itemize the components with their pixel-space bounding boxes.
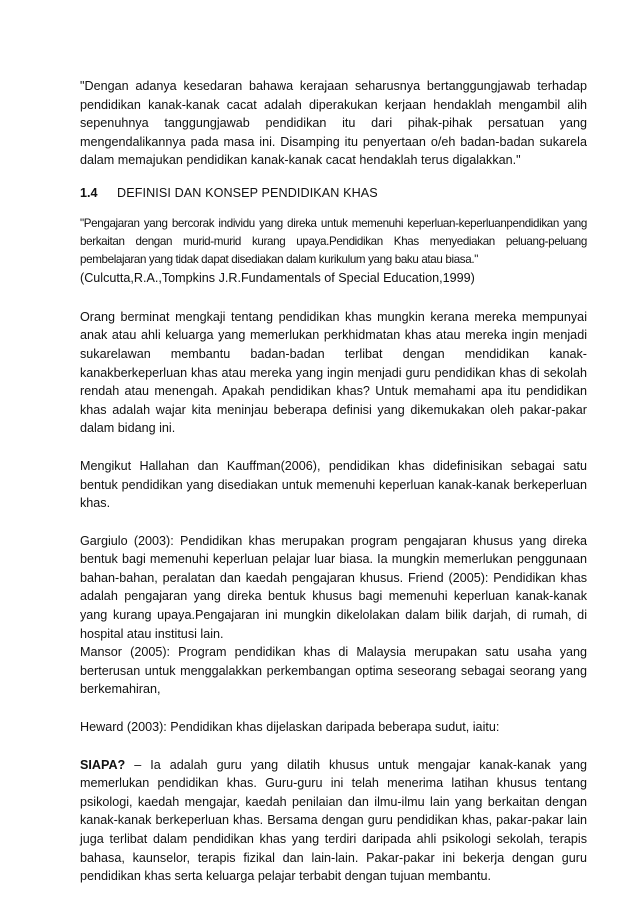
intro-quote-paragraph: "Dengan adanya kesedaran bahawa kerajaan seharusnya bertanggungjawab terhadap pendidikan kanak-kanak cacat adalah diperakukan kerjaan hendaklah mengambil alih sepenuhnya tanggungjawab pendidikan itu dari pihak-pihak persatuan yang mengendalikannya pada masa ini. Disamping itu penyertaan o/eh badan-badan sukarela dalam memajukan pendidikan kanak-kanak cacat hendaklah terus digalakkan." [80, 79, 587, 168]
paragraph-siapa [80, 756, 587, 886]
paragraph-gargiulo: Gargiulo (2003): Pendidikan khas merupakan program pengajaran khusus yang direka bentuk bagi memenuhi keperluan pelajar luar biasa. Ia mungkin memerlukan penggunaan bahan-bahan, peralatan dan kaedah pengajaran khusus. Friend (2005): Pendidikan khas adalah pengajaran yang direka bentuk khusus bagi memenuhi keperluan kanak-kanak yang kurang upaya.Pengajaran ini mungkin dikelolakan dalam bilik darjah, di rumah, di hospital atau institusi lain. [80, 533, 587, 641]
section-number: 1.4 [80, 185, 98, 200]
definition-citation: (Culcutta,R.A.,Tompkins J.R.Fundamentals of Special Education,1999) [80, 271, 475, 286]
definition-quote: "Pengajaran yang bercorak individu yang direka untuk memenuhi keperluan-keperluanpendidikan yang berkaitan dengan murid-murid kurang upaya.Pendidikan Khas menyediakan peluang-peluang pembelajaran yang tidak dapat disediakan dalam kurikulum yang baku atau biasa." [80, 216, 587, 266]
paragraph-hallahan: Mengikut Hallahan dan Kauffman(2006), pendidikan khas didefinisikan sebagai satu bentuk pendidikan yang disediakan untuk memenuhi keperluan kanak-kanak berkeperluan khas. [80, 458, 587, 511]
siapa-label: SIAPA? [80, 757, 126, 772]
section-title: DEFINISI DAN KONSEP PENDIDIKAN KHAS [117, 185, 378, 200]
section-heading [80, 184, 587, 203]
paragraph-heward: Heward (2003): Pendidikan khas dijelaskan daripada beberapa sudut, iaitu: [80, 720, 500, 735]
paragraph-mansor: Mansor (2005): Program pendidikan khas di Malaysia merupakan satu usaha yang berterusan untuk menggalakkan perkembangan optima seseorang sebagai seorang yang berkemahiran, [80, 645, 587, 697]
siapa-text: – Ia adalah guru yang dilatih khusus untuk mengajar kanak-kanak yang memerlukan pendidikan khas. Guru-guru ini telah menerima latihan khusus tentang psikologi, kaedah mengajar, kaedah penilaian dan ilmu-ilmu lain yang berkaitan dengan kanak-kanak berkeperluan khas. Bersama dengan guru pendidikan khas, pakar-pakar lain juga terlibat dalam pendidikan khas yang terdiri daripada ahli psikologi sekolah, terapis bahasa, kaunselor, terapis fizikal dan lain-lain. Pakar-pakar ini bekerja dengan guru pendidikan khas serta keluarga pelajar terbabit dengan tujuan membantu. [80, 757, 587, 884]
paragraph-orang-berminat: Orang berminat mengkaji tentang pendidikan khas mungkin kerana mereka mempunyai anak atau ahli keluarga yang memerlukan perkhidmatan khas atau mereka ingin menjadi sukarelawan membantu badan-badan terlibat dengan mendidikan kanak-kanakberkeperluan khas atau mereka yang ingin menjadi guru pendidikan khas di sekolah rendah atau menengah. Apakah pendidikan khas? Untuk memahami apa itu pendidikan khas adalah wajar kita meninjau beberapa definisi yang dikemukakan oleh pakar-pakar dalam bidang ini. [80, 309, 587, 436]
document-page [80, 77, 587, 886]
